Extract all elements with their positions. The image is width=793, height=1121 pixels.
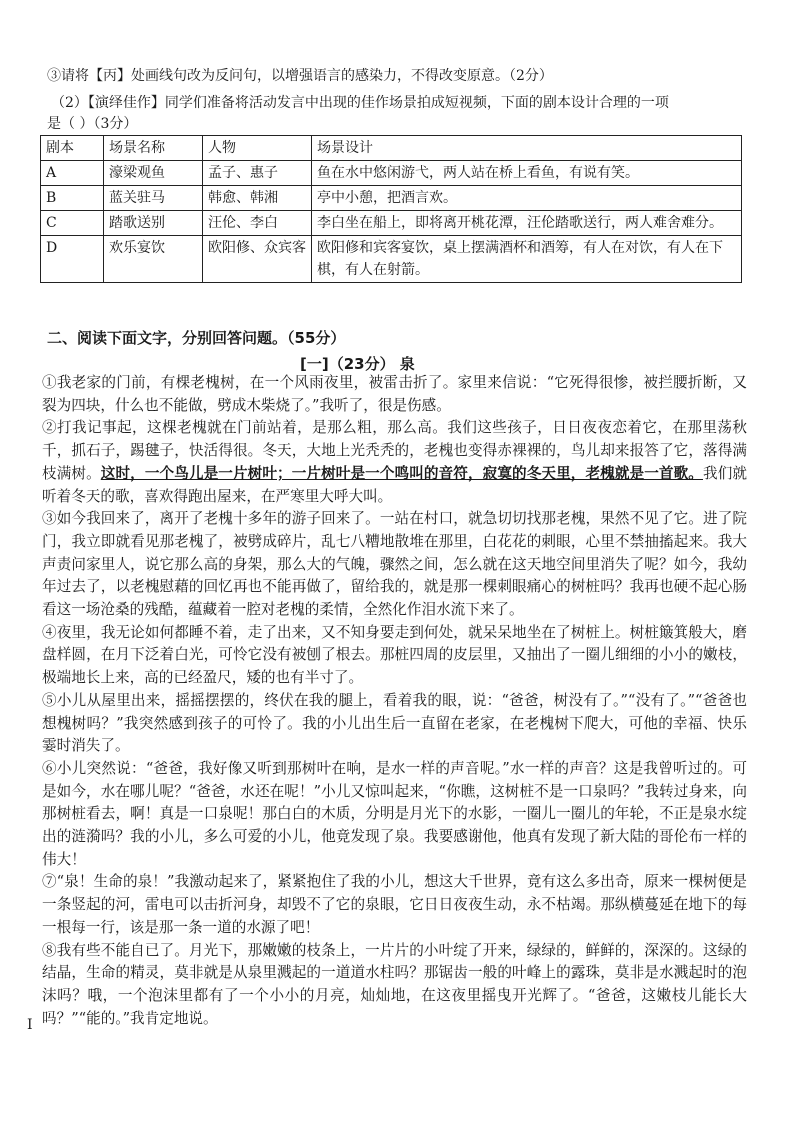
table-row [41,161,742,186]
characters: 欧阳修、众宾客 [203,236,312,283]
table-row [41,186,742,211]
paragraph-2 [42,417,747,508]
script-options-table [40,135,742,283]
option-label: A [41,161,104,186]
margin-mark: I [27,1017,33,1033]
paragraph-2-start: ②打我记事起，这棵老槐就在门前站着，是那么粗，那么高。我们这些孩子，日日夜夜恋着它，在那里荡秋千，抓石子，踢毽子，快活得很。冬天，大地上光秃秃的，老槐也变得赤裸裸的，鸟儿却来报答了它，落得满枝满树。 [42,419,747,482]
paragraph-1: ①我老家的门前，有棵老槐树，在一个风雨夜里，被雷击折了。家里来信说：“它死得很惨，被拦腰折断，又裂为四块，什么也不能做，劈成木柴烧了。”我听了，很是伤感。 [42,374,747,414]
passage-body [42,372,747,1030]
question-2-line-1: （2）【演绎佳作】同学们准备将活动发言中出现的佳作场景拍成短视频，下面的剧本设计合理的一项 [51,95,669,111]
table-header-row [41,136,742,161]
scene-design: 李白坐在船上，即将离开桃花潭，汪伦踏歌送行，两人难舍难分。 [312,211,742,236]
question-part-3: ③请将【丙】处画线句改为反问句，以增强语言的感染力，不得改变原意。（2分） [47,68,553,84]
scene-design: 亭中小憩，把酒言欢。 [312,186,742,211]
scene-name: 蓝关驻马 [104,186,203,211]
characters: 汪伦、李白 [203,211,312,236]
header-scene-design: 场景设计 [312,136,742,161]
header-script: 剧本 [41,136,104,161]
characters: 孟子、惠子 [203,161,312,186]
paragraph-8: ⑧我有些不能自已了。月光下，那嫩嫩的枝条上，一片片的小叶绽了开来，绿绿的，鲜鲜的，深深的。这绿的结晶，生命的精灵，莫非就是从泉里溅起的一道道水柱吗？那锯齿一般的叶峰上的露珠，莫非是水溅起时的泡沫吗？哦，一个泡沫里都有了一个小小的月亮，灿灿地，在这夜里摇曳开光辉了。“爸爸，这嫩枝儿能长大吗？”“能的。”我肯定地说。 [42,941,747,1027]
scene-name: 欢乐宴饮 [104,236,203,283]
scene-design: 欧阳修和宾客宴饮，桌上摆满酒杯和酒筹，有人在对饮，有人在下棋，有人在射箭。 [312,236,742,283]
option-label: B [41,186,104,211]
characters: 韩愈、韩湘 [203,186,312,211]
passage-title: [一]（23分） 泉 [300,355,415,373]
scene-name: 踏歌送别 [104,211,203,236]
header-characters: 人物 [203,136,312,161]
table-row [41,211,742,236]
underlined-sentence: 这时，一个鸟儿是一片树叶；一片树叶是一个鸣叫的音符，寂寞的冬天里，老槐就是一首歌。 [100,464,703,482]
header-scene-name: 场景名称 [104,136,203,161]
paragraph-6: ⑥小儿突然说：“爸爸，我好像又听到那树叶在响，是水一样的声音呢。”水一样的声音？这是我曾听过的。可是如今，水在哪儿呢？“爸爸，水还在呢！”小儿又惊叫起来，“你瞧，这树桩不是一口泉吗？”我转过身来，向那树桩看去，啊！真是一口泉呢！那白白的木质，分明是月光下的水影，一圈儿一圈儿的年轮，不正是泉水绽出的涟漪吗？我的小儿，多么可爱的小儿，他竟发现了泉。我要感谢他，他真有发现了新大陆的哥伦布一样的伟大！ [42,759,747,868]
section-title: 二、阅读下面文字，分别回答问题。（55分） [47,329,346,347]
scene-design: 鱼在水中悠闲游弋，两人站在桥上看鱼，有说有笑。 [312,161,742,186]
option-label: C [41,211,104,236]
paragraph-3: ③如今我回来了，离开了老槐十多年的游子回来了。一站在村口，就急切切找那老槐，果然不见了它。进了院门，我立即就看见那老槐了，被劈成碎片，乱七八糟地散堆在那里，白花花的刺眼，心里不禁抽搐起来。我大声责问家里人，说它那么高的身架，那么大的气魄，骤然之间，怎么就在这天地空间里消失了呢？如今，我幼年过去了，以老槐慰藉的回忆再也不能再做了，留给我的，就是那一棵刺眼痛心的树桩吗？我再也硬不起心肠看这一场沧桑的残酷，蕴藏着一腔对老槐的柔情，全然化作泪水流下来了。 [42,510,747,619]
question-2-line-2: 是（ ）（3分） [47,116,138,132]
option-label: D [41,236,104,283]
paragraph-7: ⑦“泉！生命的泉！”我激动起来了，紧紧抱住了我的小儿，想这大千世界，竟有这么多出奇，原来一棵树便是一条竖起的河，雷电可以击折河身，却毁不了它的泉眼，它日日夜夜生动，永不枯竭。那纵横蔓延在地下的每一根每一行，该是那一条一道的水源了吧！ [42,873,747,936]
paragraph-2-end: 我们就听着冬天的歌，喜欢得跑出屋来，在严寒里大呼大叫。 [42,464,747,505]
paragraph-5: ⑤小儿从屋里出来，摇摇摆摆的，终伏在我的腿上，看着我的眼，说：“爸爸，树没有了。”“没有了。”“爸爸也想槐树吗？”我突然感到孩子的可怜了。我的小儿出生后一直留在老家，在老槐树下爬大，可他的幸福、快乐霎时消失了。 [42,691,747,755]
table-row [41,236,742,283]
scene-name: 濠梁观鱼 [104,161,203,186]
paragraph-4: ④夜里，我无论如何都睡不着，走了出来，又不知身要走到何处，就呆呆地坐在了树桩上。树桩簸箕般大，磨盘样圆，在月下泛着白光，可怜它没有被刨了根去。那桩四周的皮层里，又抽出了一圈儿细细的小小的嫩枝，极端地长上来，高的已经盈尺，矮的也有半寸了。 [42,623,747,687]
